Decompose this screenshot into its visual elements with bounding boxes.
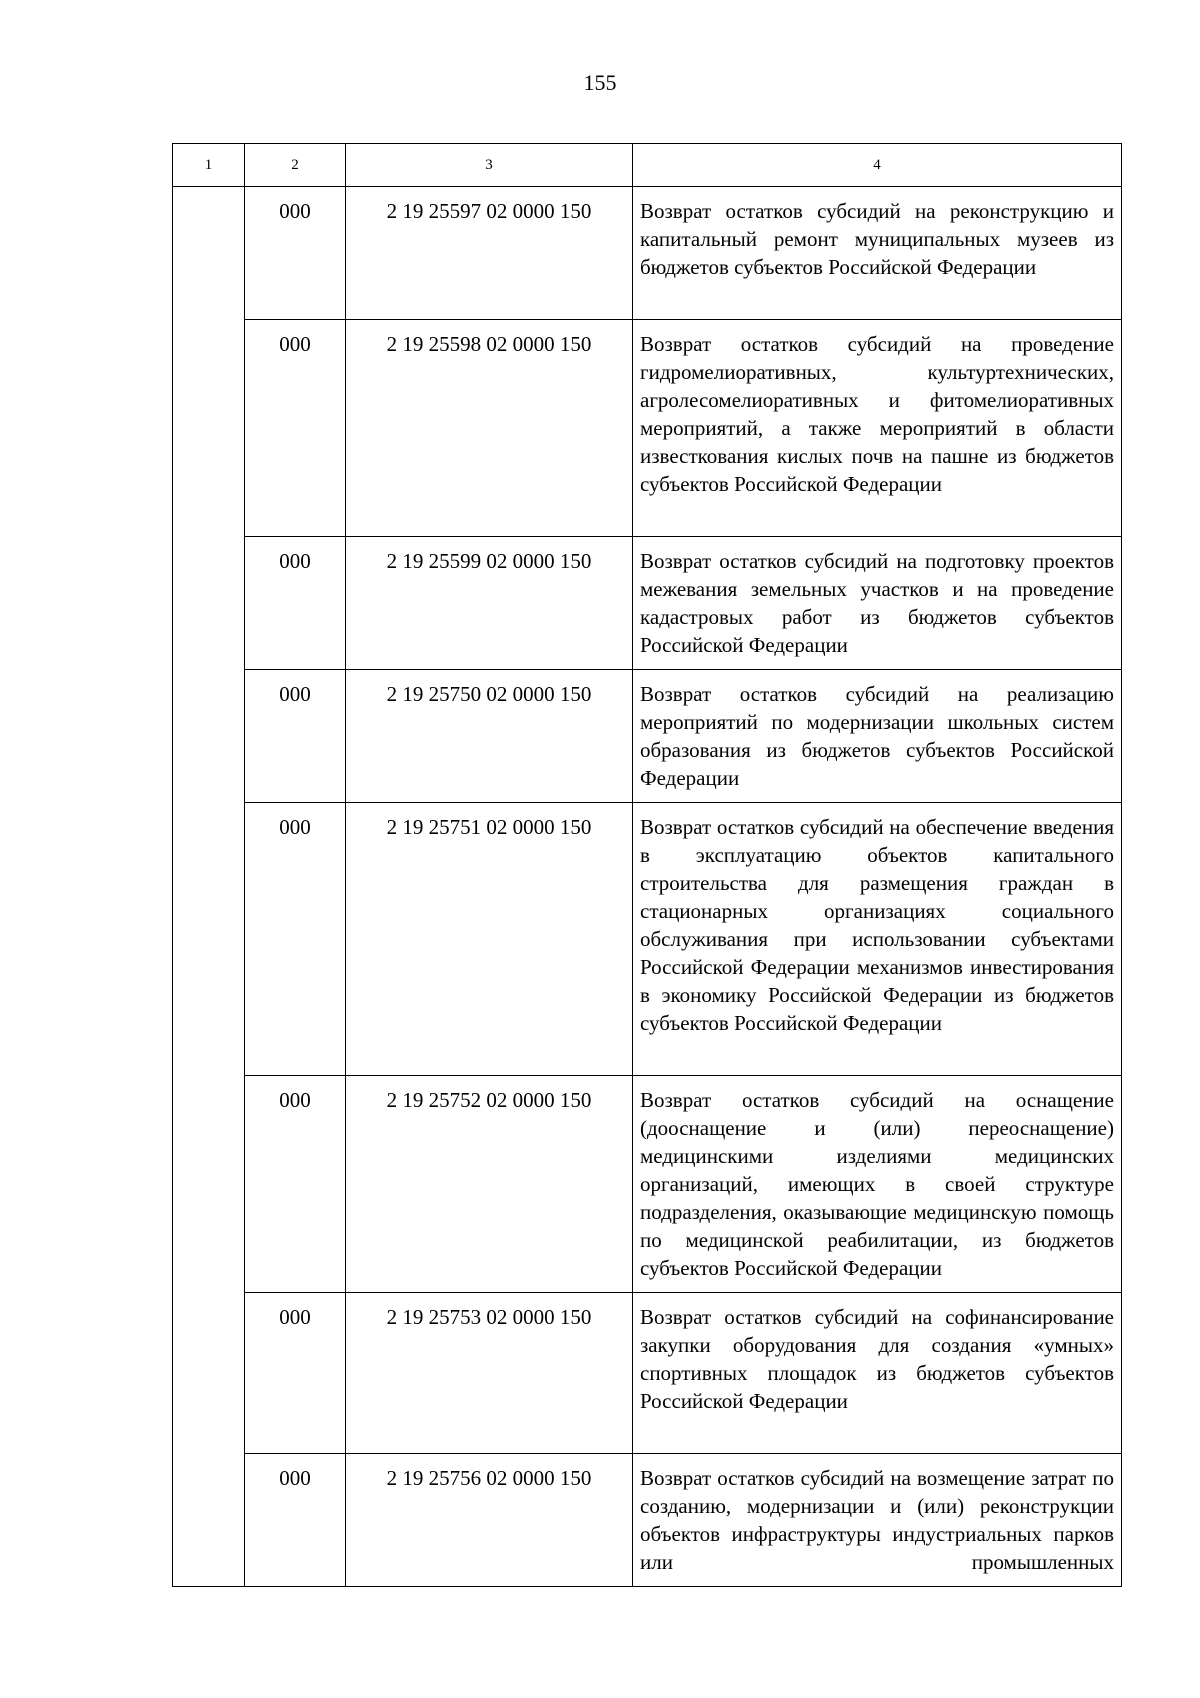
admin-code-cell: 000 (245, 803, 346, 1076)
description-cell: Возврат остатков субсидий на реконструкцию и капитальный ремонт муниципальных музеев из бюджетов субъектов Российской Федерации (633, 187, 1122, 320)
kbk-code-cell: 2 19 25752 02 0000 150 (346, 1076, 633, 1293)
table-row (173, 1076, 1122, 1293)
table-row (173, 1454, 1122, 1587)
row-col1-cell (173, 187, 245, 320)
description-cell: Возврат остатков субсидий на возмещение затрат по созданию, модернизации и (или) реконструкции объектов инфраструктуры индустриальных парков или промышленных (633, 1454, 1122, 1587)
row-col1-cell (173, 670, 245, 803)
kbk-code-cell: 2 19 25756 02 0000 150 (346, 1454, 633, 1587)
kbk-code-cell: 2 19 25751 02 0000 150 (346, 803, 633, 1076)
description-cell: Возврат остатков субсидий на реализацию мероприятий по модернизации школьных систем образования из бюджетов субъектов Российской Федерации (633, 670, 1122, 803)
kbk-code-cell: 2 19 25599 02 0000 150 (346, 537, 633, 670)
row-col1-cell (173, 537, 245, 670)
description-cell: Возврат остатков субсидий на подготовку проектов межевания земельных участков и на проведение кадастровых работ из бюджетов субъектов Российской Федерации (633, 537, 1122, 670)
budget-classification-table (172, 143, 1122, 1587)
row-col1-cell (173, 1076, 245, 1293)
header-col-3: 3 (346, 144, 633, 187)
admin-code-cell: 000 (245, 537, 346, 670)
table-row (173, 320, 1122, 537)
row-col1-cell (173, 1454, 245, 1587)
header-col-4: 4 (633, 144, 1122, 187)
row-col1-cell (173, 803, 245, 1076)
kbk-code-cell: 2 19 25753 02 0000 150 (346, 1293, 633, 1454)
admin-code-cell: 000 (245, 1076, 346, 1293)
description-cell: Возврат остатков субсидий на обеспечение введения в эксплуатацию объектов капитального строительства для размещения граждан в стационарных организациях социального обслуживания при использовании субъектами Российской Федерации механизмов инвестирования в экономику Российской Федерации из бюджетов субъектов Российской Федерации (633, 803, 1122, 1076)
description-cell: Возврат остатков субсидий на оснащение (дооснащение и (или) переоснащение) медицинскими изделиями медицинских организаций, имеющих в своей структуре подразделения, оказывающие медицинскую помощь по медицинской реабилитации, из бюджетов субъектов Российской Федерации (633, 1076, 1122, 1293)
row-col1-cell (173, 320, 245, 537)
kbk-code-cell: 2 19 25598 02 0000 150 (346, 320, 633, 537)
table-row (173, 1293, 1122, 1454)
admin-code-cell: 000 (245, 670, 346, 803)
kbk-code-cell: 2 19 25597 02 0000 150 (346, 187, 633, 320)
header-col-1: 1 (173, 144, 245, 187)
admin-code-cell: 000 (245, 1293, 346, 1454)
admin-code-cell: 000 (245, 320, 346, 537)
page-number: 155 (583, 70, 617, 95)
table-row (173, 803, 1122, 1076)
kbk-code-cell: 2 19 25750 02 0000 150 (346, 670, 633, 803)
header-col-2: 2 (245, 144, 346, 187)
row-col1-cell (173, 1293, 245, 1454)
table-header-row (173, 144, 1122, 187)
table-row (173, 670, 1122, 803)
table-row (173, 537, 1122, 670)
table-row (173, 187, 1122, 320)
admin-code-cell: 000 (245, 187, 346, 320)
admin-code-cell: 000 (245, 1454, 346, 1587)
description-cell: Возврат остатков субсидий на софинансирование закупки оборудования для создания «умных» спортивных площадок из бюджетов субъектов Российской Федерации (633, 1293, 1122, 1454)
description-cell: Возврат остатков субсидий на проведение гидромелиоративных, культуртехнических, агролесомелиоративных и фитомелиоративных мероприятий, а также мероприятий в области известкования кислых почв на пашне из бюджетов субъектов Российской Федерации (633, 320, 1122, 537)
